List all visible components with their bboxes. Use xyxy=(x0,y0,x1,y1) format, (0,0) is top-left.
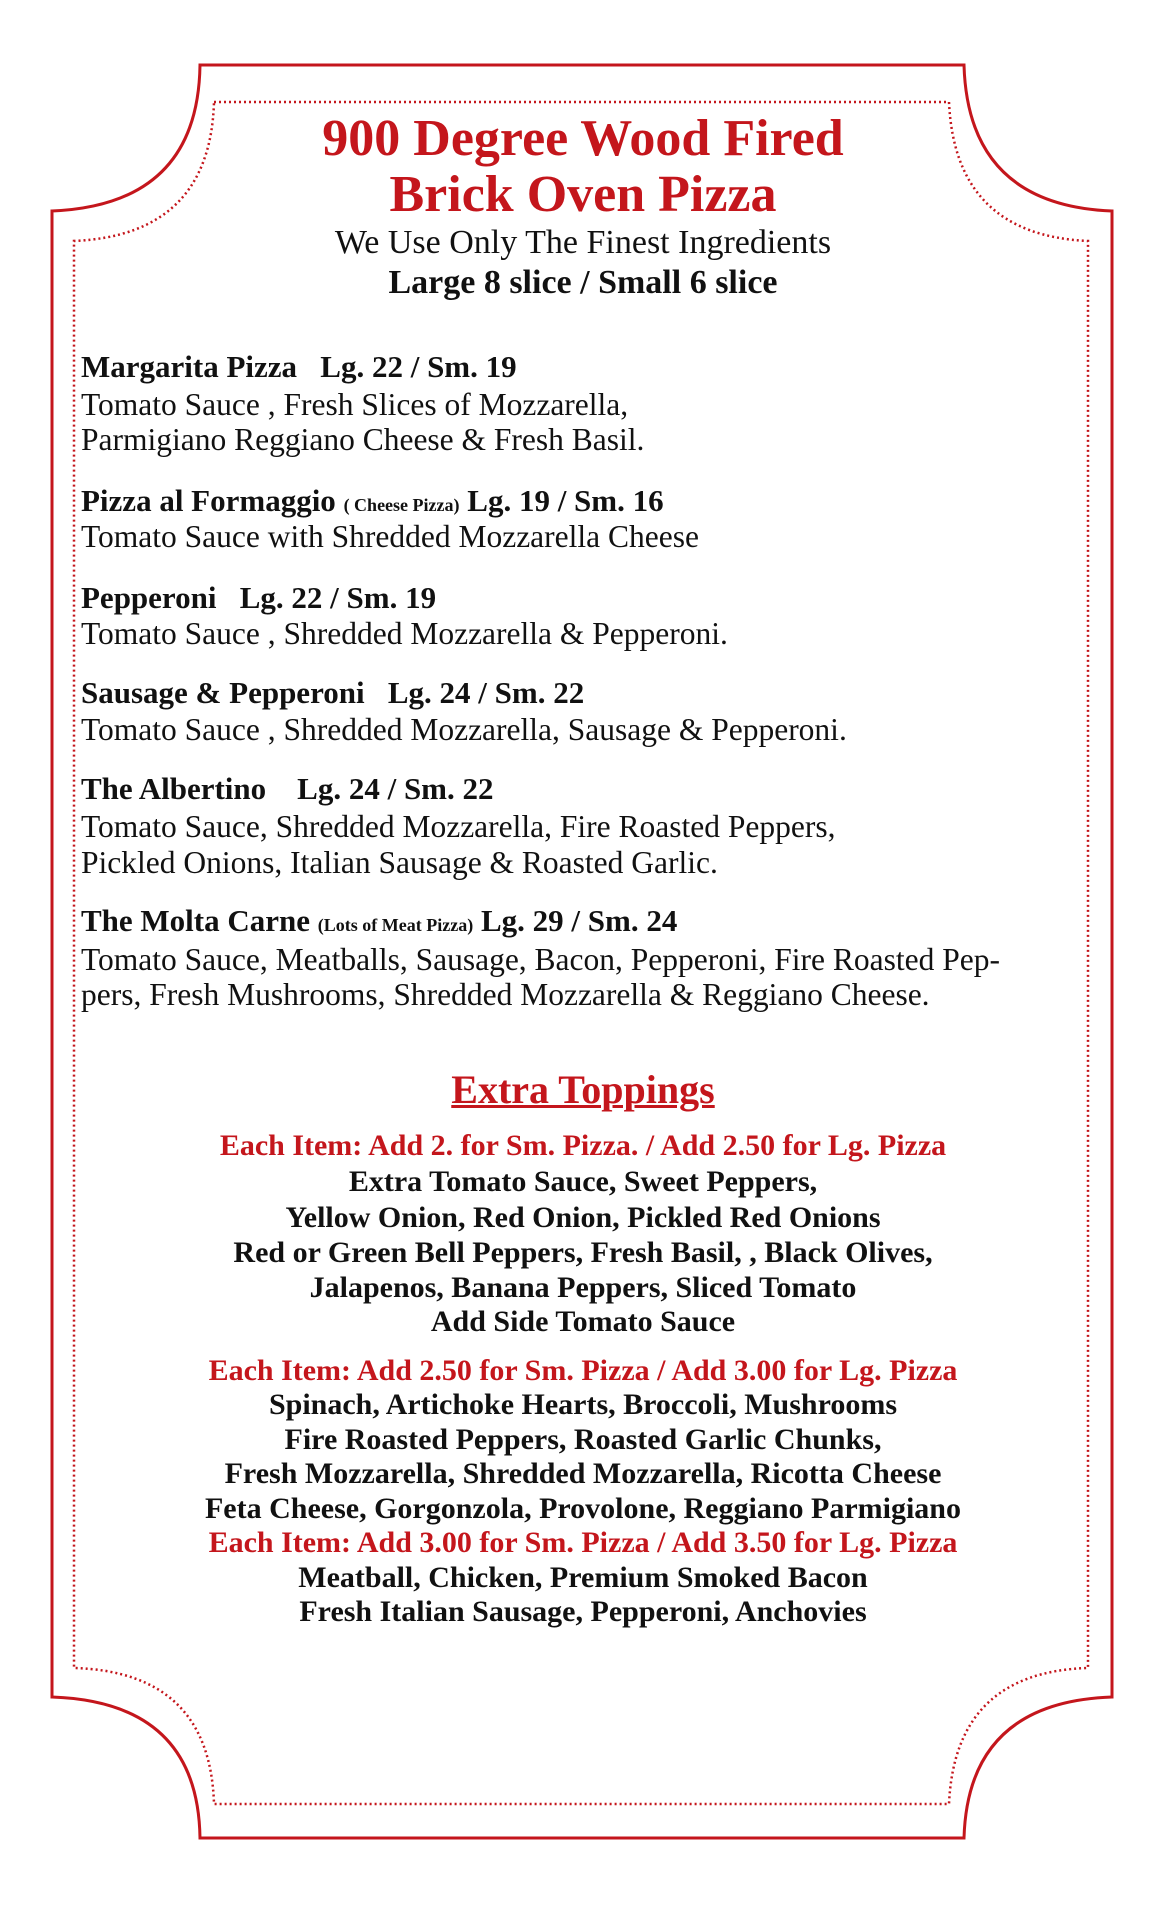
title-line-2: Brick Oven Pizza xyxy=(389,166,777,223)
topping-price: Each Item: Add 3.00 for Sm. Pizza / Add 3.50 for Lg. Pizza xyxy=(208,1526,958,1559)
pizza-note: ( Cheese Pizza) xyxy=(343,495,460,515)
pizza-desc: Tomato Sauce , Fresh Slices of Mozzarella, xyxy=(81,387,629,422)
pizza-heading xyxy=(81,901,677,941)
pizza-name: The Albertino xyxy=(81,771,267,806)
topping-items: Extra Tomato Sauce, Sweet Peppers, xyxy=(348,1165,818,1198)
topping-items: Red or Green Bell Peppers, Fresh Basil, , Black Olives, xyxy=(233,1236,933,1269)
topping-items: Add Side Tomato Sauce xyxy=(430,1305,736,1338)
pizza-name: Sausage & Pepperoni xyxy=(81,675,365,710)
topping-items: Spinach, Artichoke Hearts, Broccoli, Mushrooms xyxy=(268,1388,898,1421)
topping-price: Each Item: Add 2.50 for Sm. Pizza / Add 3.00 for Lg. Pizza xyxy=(208,1354,958,1387)
pizza-price: Lg. 22 / Sm. 19 xyxy=(239,580,437,615)
topping-items: Fresh Italian Sausage, Pepperoni, Anchovies xyxy=(299,1595,867,1628)
pizza-heading xyxy=(81,578,436,618)
topping-items: Jalapenos, Banana Peppers, Sliced Tomato xyxy=(309,1271,857,1304)
pizza-desc: pers, Fresh Mushrooms, Shredded Mozzarella & Reggiano Cheese. xyxy=(81,977,930,1012)
size-info: Large 8 slice / Small 6 slice xyxy=(388,264,778,301)
pizza-heading xyxy=(81,481,664,521)
pizza-desc: Tomato Sauce , Shredded Mozzarella, Sausage & Pepperoni. xyxy=(81,712,847,747)
pizza-name: The Molta Carne xyxy=(81,903,311,938)
topping-items: Fresh Mozzarella, Shredded Mozzarella, Ricotta Cheese xyxy=(224,1457,942,1490)
pizza-desc: Parmigiano Reggiano Cheese & Fresh Basil. xyxy=(81,422,645,457)
pizza-price: Lg. 29 / Sm. 24 xyxy=(480,903,678,938)
pizza-desc: Tomato Sauce, Meatballs, Sausage, Bacon, Pepperoni, Fire Roasted Pep- xyxy=(81,942,1000,977)
extra-toppings-title: Extra Toppings xyxy=(451,1067,715,1112)
pizza-heading xyxy=(81,347,517,387)
pizza-desc: Tomato Sauce , Shredded Mozzarella & Pepperoni. xyxy=(81,616,728,651)
topping-items: Feta Cheese, Gorgonzola, Provolone, Reggiano Parmigiano xyxy=(204,1492,961,1525)
pizza-heading xyxy=(81,769,494,809)
topping-items: Yellow Onion, Red Onion, Pickled Red Onions xyxy=(285,1201,881,1234)
pizza-price: Lg. 24 / Sm. 22 xyxy=(297,771,494,806)
pizza-desc: Pickled Onions, Italian Sausage & Roasted Garlic. xyxy=(81,845,718,880)
pizza-heading xyxy=(81,673,584,713)
pizza-desc: Tomato Sauce, Shredded Mozzarella, Fire Roasted Peppers, xyxy=(81,809,836,844)
pizza-name: Margarita Pizza xyxy=(81,349,298,384)
pizza-price: Lg. 24 / Sm. 22 xyxy=(387,675,585,710)
topping-items: Fire Roasted Peppers, Roasted Garlic Chunks, xyxy=(284,1423,882,1456)
pizza-price: Lg. 19 / Sm. 16 xyxy=(467,483,664,518)
pizza-note: (Lots of Meat Pizza) xyxy=(317,915,474,935)
pizza-name: Pizza al Formaggio xyxy=(81,483,336,518)
topping-price: Each Item: Add 2. for Sm. Pizza. / Add 2.50 for Lg. Pizza xyxy=(219,1129,947,1162)
title-line-1: 900 Degree Wood Fired xyxy=(322,110,844,167)
pizza-desc: Tomato Sauce with Shredded Mozzarella Cheese xyxy=(81,519,699,554)
tagline: We Use Only The Finest Ingredients xyxy=(334,224,832,261)
pizza-price: Lg. 22 / Sm. 19 xyxy=(320,349,517,384)
pizza-name: Pepperoni xyxy=(81,580,217,615)
topping-items: Meatball, Chicken, Premium Smoked Bacon xyxy=(298,1561,868,1594)
